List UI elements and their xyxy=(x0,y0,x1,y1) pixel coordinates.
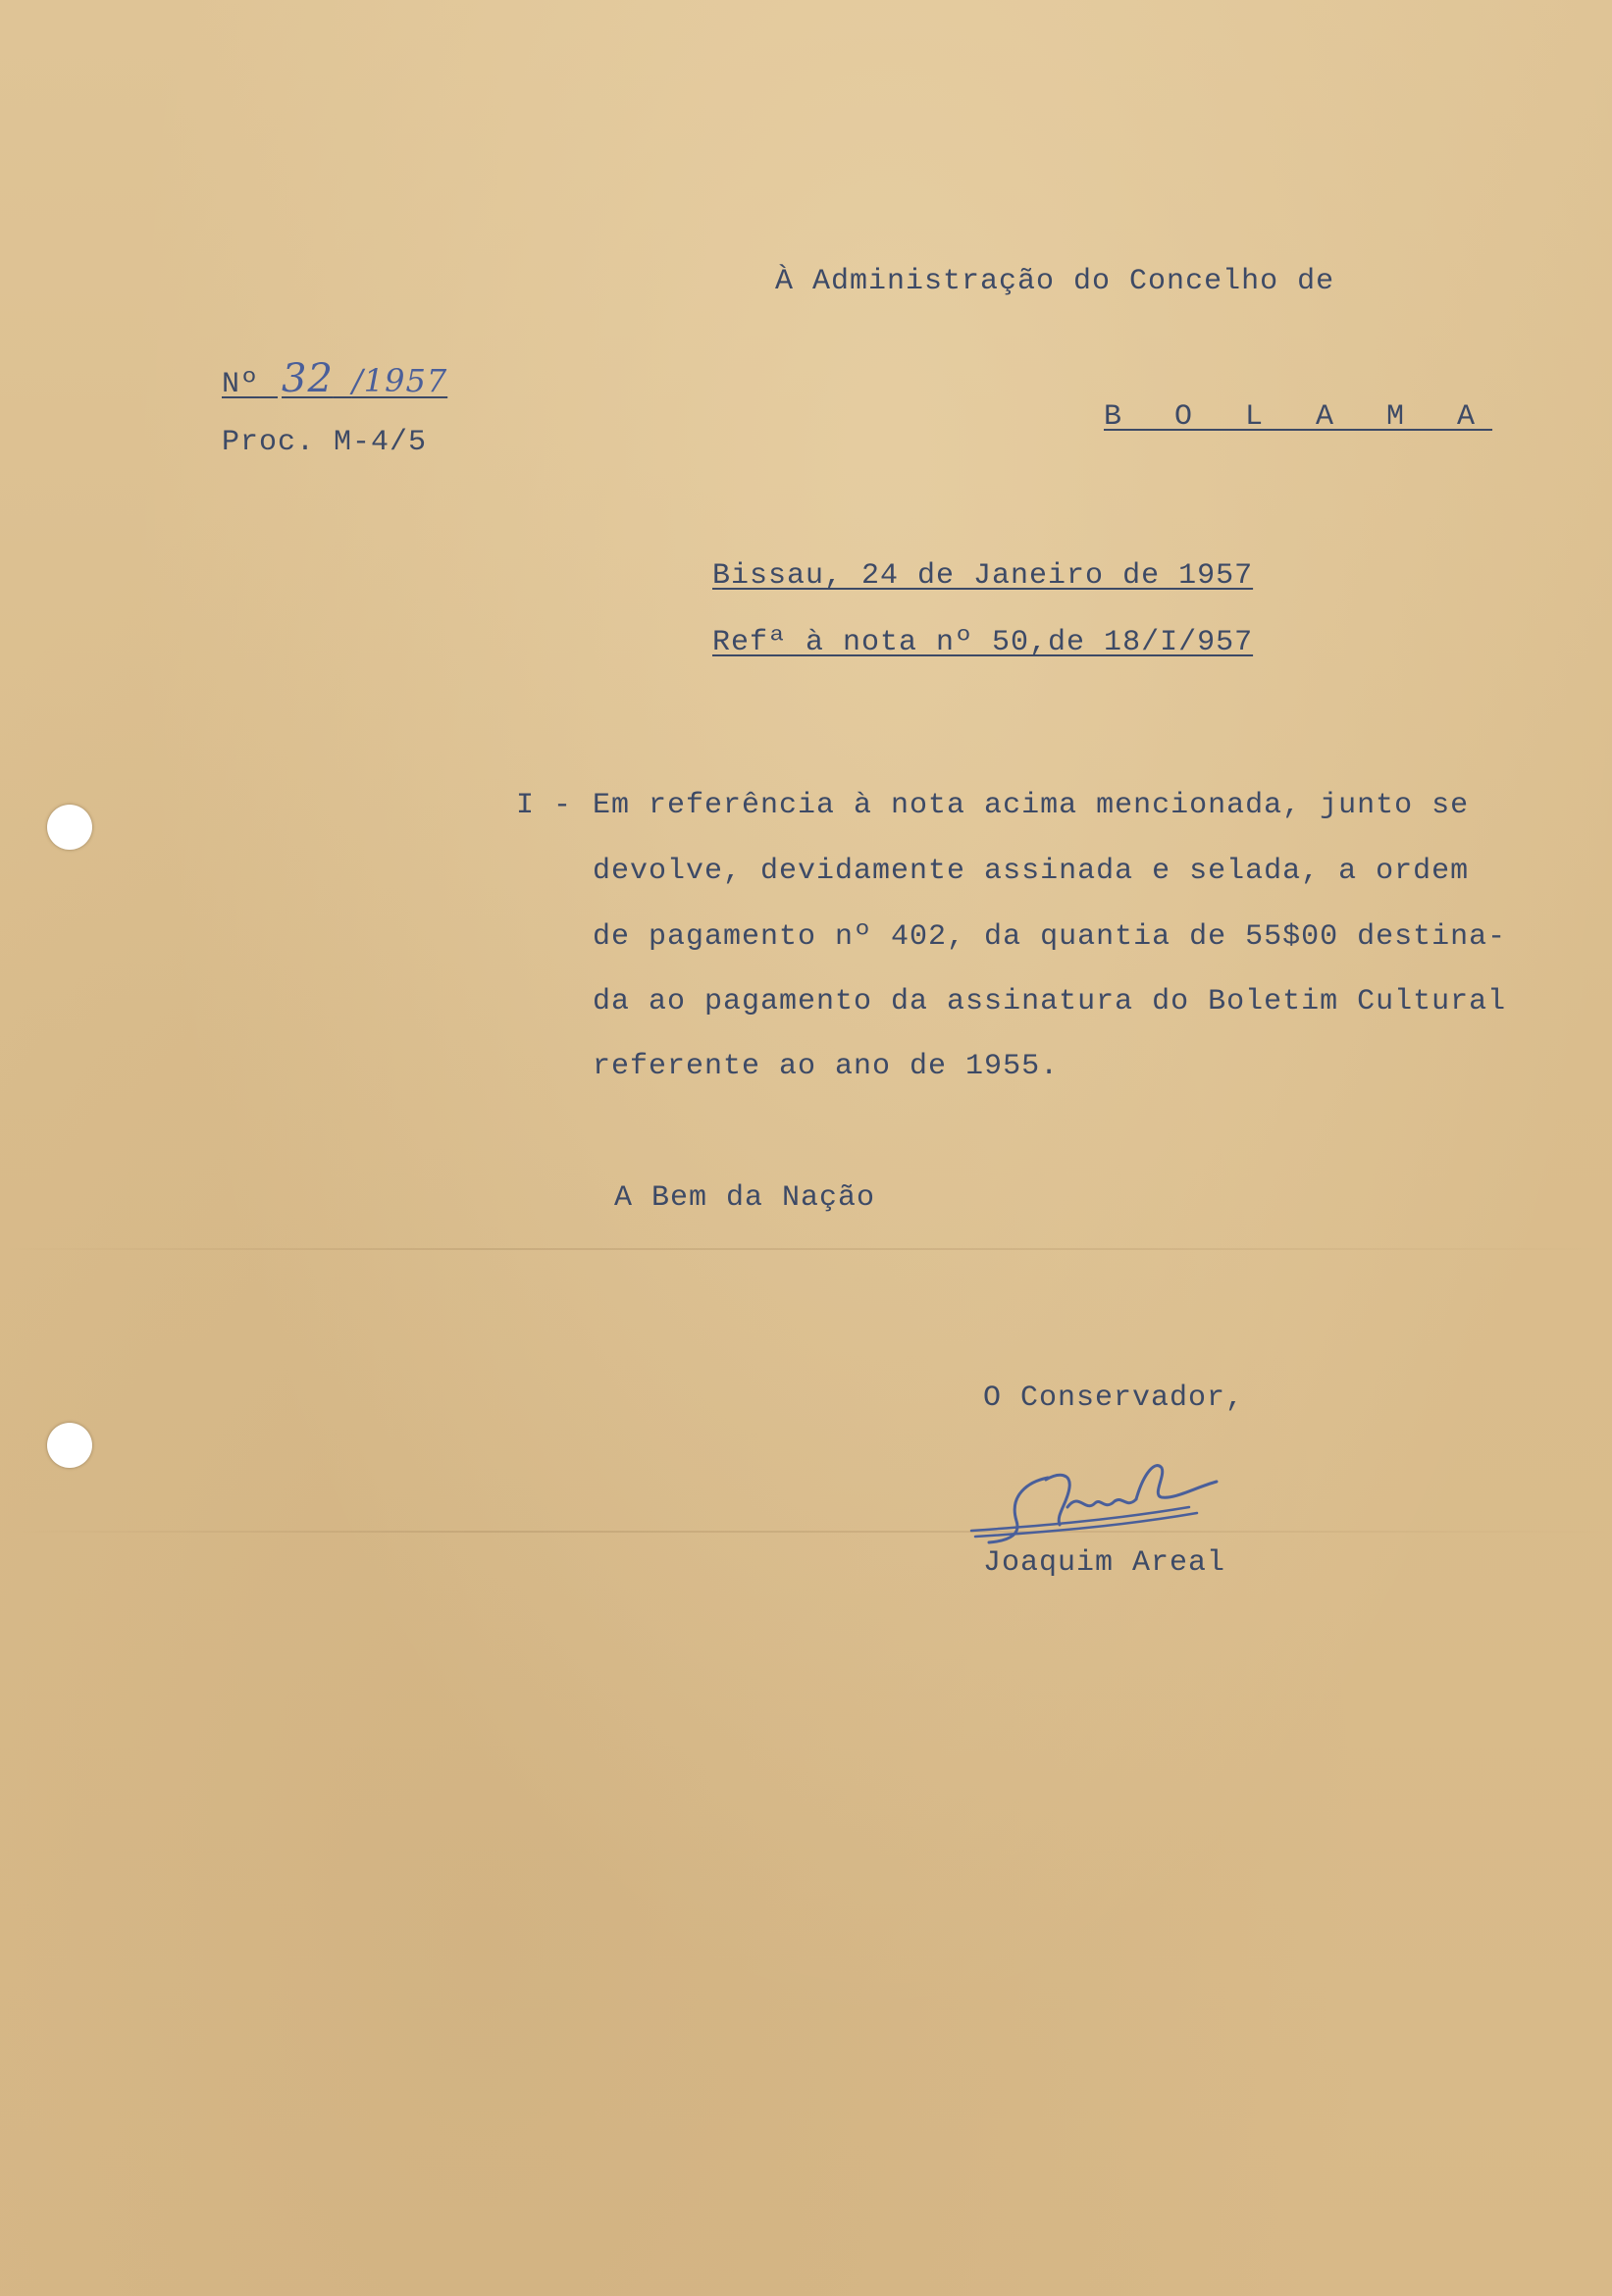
paper-crease xyxy=(0,1531,1612,1533)
body-line: devolve, devidamente assinada e selada, a ordem xyxy=(593,855,1470,888)
paper-crease xyxy=(0,1248,1612,1250)
punch-hole-top xyxy=(47,805,92,850)
recipient-place: B O L A M A xyxy=(1104,400,1493,434)
salutation: A Bem da Nação xyxy=(614,1181,876,1215)
number-prefix: Nº xyxy=(222,368,260,401)
reference-note: Refª à nota nº 50,de 18/I/957 xyxy=(712,626,1254,659)
handwritten-signature xyxy=(969,1452,1244,1560)
signatory-role: O Conservador, xyxy=(983,1382,1245,1415)
paragraph-numeral: I - xyxy=(516,789,573,822)
signatory-name: Joaquim Areal xyxy=(983,1546,1226,1580)
process-reference: Proc. M-4/5 xyxy=(222,426,428,459)
body-line: Em referência à nota acima mencionada, junto se xyxy=(593,789,1470,822)
body-line: da ao pagamento da assinatura do Boletim Cultural xyxy=(593,985,1507,1018)
punch-hole-bottom xyxy=(47,1423,92,1468)
body-line: referente ao ano de 1955. xyxy=(593,1050,1060,1083)
number-handwritten: 32 xyxy=(282,356,334,401)
document-number xyxy=(222,356,448,401)
number-year: /1957 xyxy=(351,362,448,399)
recipient-line: À Administração do Concelho de xyxy=(775,265,1335,298)
date-line: Bissau, 24 de Janeiro de 1957 xyxy=(712,559,1254,593)
body-line: de pagamento nº 402, da quantia de 55$00 destina- xyxy=(593,920,1507,954)
